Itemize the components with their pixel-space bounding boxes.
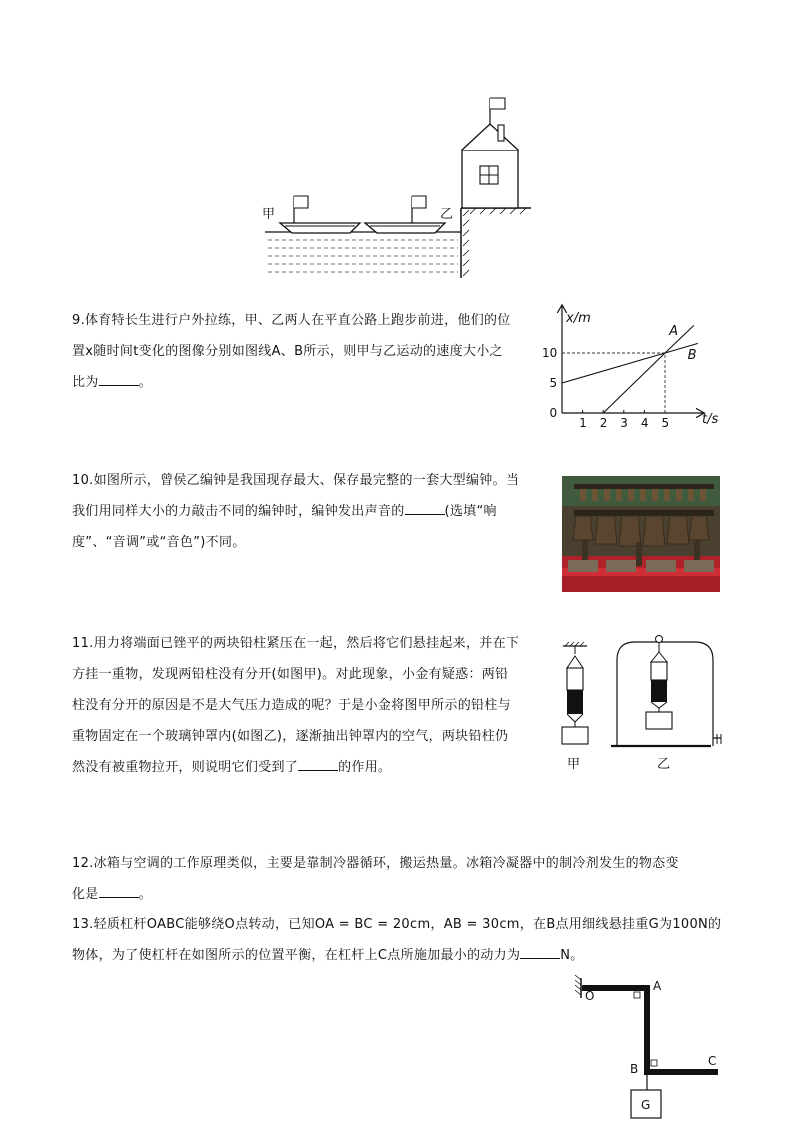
question-12	[72, 848, 679, 910]
label-yi: 乙	[440, 207, 454, 222]
lead-cylinder-figure	[555, 632, 730, 777]
weight-G-label: G	[641, 1098, 651, 1112]
x-tick-label: 3	[620, 416, 628, 430]
point-O-label: O	[585, 989, 595, 1003]
answer-blank-q10[interactable]	[405, 500, 445, 515]
fig-yi-label: 乙	[657, 757, 671, 772]
q9-line3-post: 。	[138, 375, 152, 390]
q12-line2-post: 。	[138, 887, 152, 902]
q13-line2-post: N。	[560, 948, 584, 963]
q11-line1: 11.用力将端面已锉平的两块铅柱紧压在一起，然后将它们悬挂起来，并在下	[72, 636, 520, 651]
figure-jia	[562, 642, 588, 772]
boats-house-figure	[250, 92, 540, 282]
label-jia: 甲	[262, 207, 276, 222]
x-tick-label: 1	[579, 416, 587, 430]
y-tick-label: 0	[549, 406, 558, 420]
q11-line3: 柱没有分开的原因是不是大气压力造成的呢？于是小金将图甲所示的铅柱与	[72, 698, 511, 713]
series-label-A: A	[669, 324, 679, 339]
q11-line4: 重物固定在一个玻璃钟罩内(如图乙)，逐渐抽出钟罩内的空气，两块铅柱仍	[72, 729, 509, 744]
question-10	[72, 465, 519, 558]
answer-blank-q13[interactable]	[520, 944, 560, 959]
q13-line2-pre: 物体，为了使杠杆在如图所示的位置平衡，在杠杆上C点所施加最小的动力为	[72, 948, 521, 963]
y-tick-label: 10	[542, 346, 558, 360]
lever-figure	[570, 972, 722, 1122]
x-tick-label: 2	[599, 416, 608, 430]
q9-line1: 9.体育特长生进行户外拉练，甲、乙两人在平直公路上跑步前进，他们的位	[72, 313, 511, 328]
x-tick-label: 5	[661, 416, 670, 430]
answer-blank-q11[interactable]	[298, 756, 338, 771]
house	[462, 98, 518, 208]
q12-line2-pre: 化是	[72, 887, 99, 902]
question-9	[72, 305, 511, 398]
q13-line1: 13.轻质杠杆OABC能够绕O点转动，已知OA = BC = 20cm，AB = 30cm，在B点用细线悬挂重G为100N的	[72, 917, 722, 932]
answer-blank-q9[interactable]	[99, 371, 139, 386]
x-axis-label: t/s	[702, 412, 719, 427]
question-11	[72, 628, 519, 783]
point-A-label: A	[653, 979, 662, 993]
series-label-B: B	[687, 348, 697, 363]
figure-yi	[611, 636, 721, 773]
q10-line1: 10.如图所示，曾侯乙编钟是我国现存最大、保存最完整的一套大型编钟。当	[72, 473, 520, 488]
point-B-label: B	[630, 1062, 639, 1076]
x-tick-label: 4	[640, 416, 649, 430]
q9-line3-pre: 比为	[72, 375, 99, 390]
q12-line1: 12.冰箱与空调的工作原理类似，主要是靠制冷器循环，搬运热量。冰箱冷凝器中的制冷剂发生的物态变	[72, 856, 679, 871]
series-line-A	[603, 325, 694, 413]
q11-line5-pre: 然没有被重物拉开，则说明它们受到了	[72, 760, 299, 775]
y-tick-label: 5	[549, 376, 558, 390]
fig-jia-label: 甲	[567, 757, 581, 772]
q10-line3: 度”、“音调”或“音色”)不同。	[72, 535, 246, 550]
question-13	[72, 909, 721, 971]
q11-line2: 方挂一重物，发现两铅柱没有分开(如图甲)。对此现象，小金有疑惑：两铅	[72, 667, 509, 682]
point-C-label: C	[708, 1054, 717, 1068]
x-t-graph	[542, 300, 735, 435]
answer-blank-q12[interactable]	[99, 883, 139, 898]
boat-yi	[365, 196, 445, 233]
series-line-B	[562, 343, 698, 383]
q11-line5-post: 的作用。	[338, 760, 392, 775]
y-axis-label: x/m	[566, 311, 591, 326]
q10-line2-pre: 我们用同样大小的力敲击不同的编钟时，编钟发出声音的	[72, 504, 405, 519]
q9-line2: 置x随时间t变化的图像分别如图线A、B所示，则甲与乙运动的速度大小之	[72, 344, 503, 359]
q10-line2-post: (选填“响	[444, 504, 497, 519]
bianzhong-photo	[562, 476, 720, 592]
boat-jia	[280, 196, 360, 233]
